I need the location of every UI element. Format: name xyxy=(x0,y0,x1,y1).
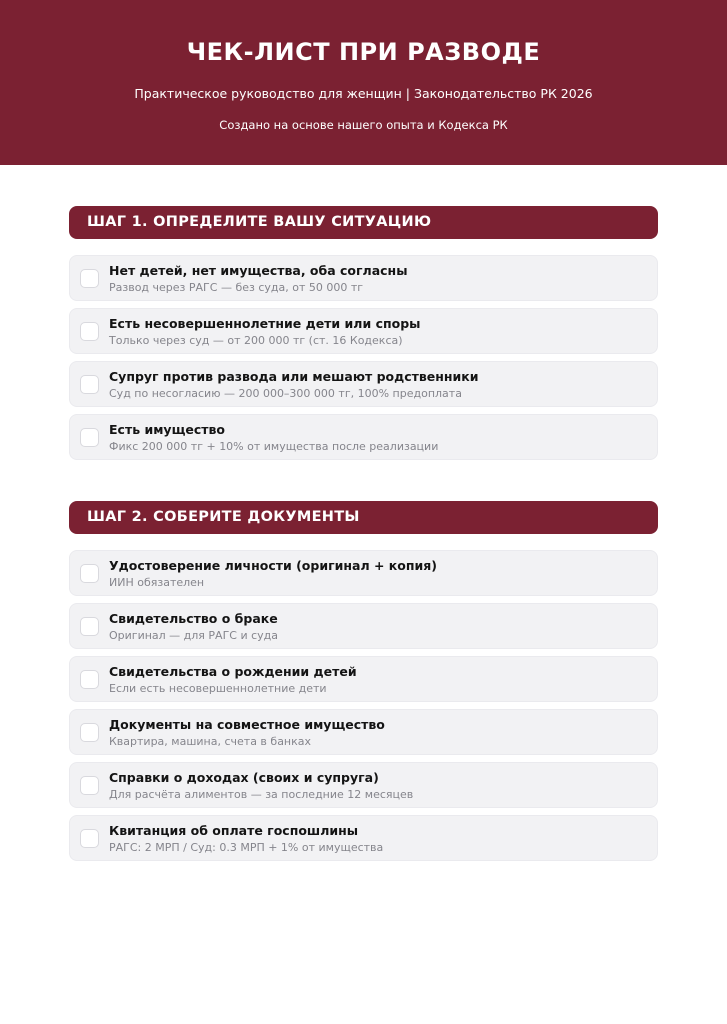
checklist-item[interactable] xyxy=(69,656,658,702)
item-text xyxy=(109,316,420,347)
item-note: Если есть несовершеннолетние дети xyxy=(109,681,327,695)
section-title: ШАГ 1. ОПРЕДЕЛИТЕ ВАШУ СИТУАЦИЮ xyxy=(87,214,432,230)
item-note: Суд по несогласию — 200 000–300 000 тг, 100% предоплата xyxy=(109,386,462,400)
section-title: ШАГ 2. СОБЕРИТЕ ДОКУМЕНТЫ xyxy=(87,509,360,525)
checklist-item[interactable] xyxy=(69,414,658,460)
checkbox[interactable] xyxy=(80,776,99,795)
checklist-item[interactable] xyxy=(69,762,658,808)
section-header-bar xyxy=(69,501,658,534)
checkbox[interactable] xyxy=(80,829,99,848)
checklist-item[interactable] xyxy=(69,550,658,596)
checklist-item[interactable] xyxy=(69,709,658,755)
item-label: Свидетельство о браке xyxy=(109,610,278,626)
item-label: Документы на совместное имущество xyxy=(109,716,385,732)
checklist-item[interactable] xyxy=(69,308,658,354)
item-label: Квитанция об оплате госпошлины xyxy=(109,822,359,838)
item-label: Нет детей, нет имущества, оба согласны xyxy=(109,262,408,278)
item-text xyxy=(109,422,438,453)
item-text xyxy=(109,823,383,854)
page-title: ЧЕК-ЛИСТ ПРИ РАЗВОДЕ xyxy=(186,38,541,66)
item-note: РАГС: 2 МРП / Суд: 0.3 МРП + 1% от имущества xyxy=(109,840,384,854)
sections xyxy=(69,206,658,861)
page-header xyxy=(0,0,727,165)
item-label: Справки о доходах (своих и супруга) xyxy=(109,769,379,785)
checklist-content xyxy=(69,206,658,861)
item-note: Оригинал — для РАГС и суда xyxy=(109,628,279,642)
item-note: ИИН обязателен xyxy=(109,575,205,589)
item-label: Есть имущество xyxy=(109,421,226,437)
page-tagline: Создано на основе нашего опыта и Кодекса РК xyxy=(219,118,508,132)
checkbox[interactable] xyxy=(80,428,99,447)
item-text xyxy=(109,369,479,400)
item-text xyxy=(109,263,408,294)
section-items xyxy=(69,550,658,861)
checkbox[interactable] xyxy=(80,269,99,288)
item-text xyxy=(109,770,413,801)
item-note: Для расчёта алиментов — за последние 12 месяцев xyxy=(109,787,414,801)
item-note: Только через суд — от 200 000 тг (ст. 16 Кодекса) xyxy=(109,333,403,347)
section-items xyxy=(69,255,658,460)
item-note: Фикс 200 000 тг + 10% от имущества после реализации xyxy=(109,439,439,453)
checklist-item[interactable] xyxy=(69,255,658,301)
checkbox[interactable] xyxy=(80,375,99,394)
checklist-item[interactable] xyxy=(69,361,658,407)
item-label: Удостоверение личности (оригинал + копия) xyxy=(109,557,437,573)
item-note: Квартира, машина, счета в банках xyxy=(109,734,312,748)
checklist-section xyxy=(69,206,658,460)
item-label: Супруг против развода или мешают родственники xyxy=(109,368,479,384)
checklist-section xyxy=(69,501,658,861)
checkbox[interactable] xyxy=(80,617,99,636)
checkbox[interactable] xyxy=(80,670,99,689)
checkbox[interactable] xyxy=(80,322,99,341)
item-text xyxy=(109,664,357,695)
item-text xyxy=(109,558,437,589)
checkbox[interactable] xyxy=(80,723,99,742)
item-label: Есть несовершеннолетние дети или споры xyxy=(109,315,421,331)
item-label: Свидетельства о рождении детей xyxy=(109,663,357,679)
checklist-item[interactable] xyxy=(69,815,658,861)
item-note: Развод через РАГС — без суда, от 50 000 тг xyxy=(109,280,364,294)
checklist-item[interactable] xyxy=(69,603,658,649)
item-text xyxy=(109,717,385,748)
section-header-bar xyxy=(69,206,658,239)
checkbox[interactable] xyxy=(80,564,99,583)
page-subtitle: Практическое руководство для женщин | Законодательство РК 2026 xyxy=(134,86,593,101)
item-text xyxy=(109,611,278,642)
